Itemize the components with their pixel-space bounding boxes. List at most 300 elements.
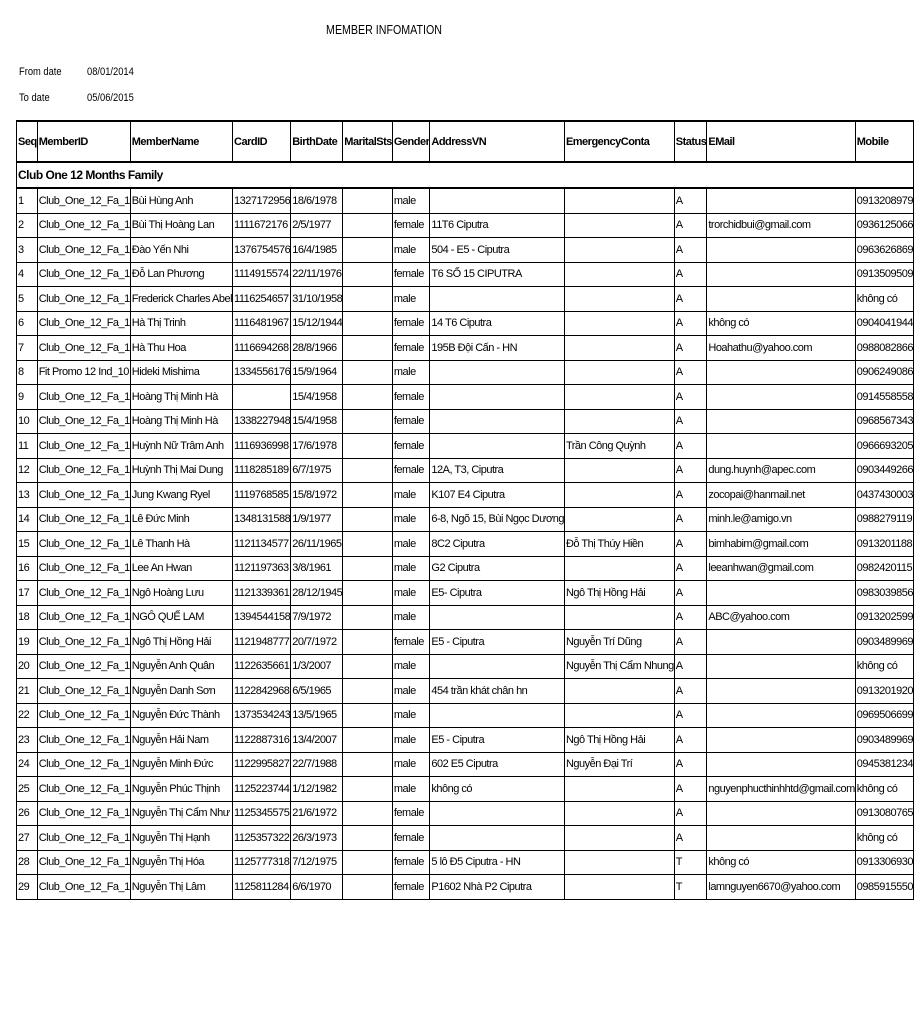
cell-member-name: Nguyễn Thị Hóa [130, 850, 232, 875]
cell-gender: male [392, 752, 430, 777]
cell-seq: 12 [17, 458, 38, 483]
cell-status: A [674, 238, 707, 263]
cell-marital-status [343, 434, 393, 459]
cell-gender: female [392, 385, 430, 410]
cell-member-name: Hà Thu Hoa [130, 336, 232, 361]
cell-member-name: NGÔ QUẾ LAM [130, 605, 232, 630]
cell-email: zocopai@hanmail.net [707, 483, 855, 508]
cell-gender: male [392, 188, 430, 213]
cell-marital-status [343, 311, 393, 336]
cell-mobile: 0982420115 [855, 556, 913, 581]
cell-gender: female [392, 630, 430, 655]
cell-card-id: 1376754576 [233, 238, 291, 263]
cell-address: E5 - Ciputra [430, 728, 565, 753]
table-row [17, 483, 914, 508]
cell-mobile: 0903489969 [855, 728, 913, 753]
cell-seq: 16 [17, 556, 38, 581]
cell-card-id: 1119768585 [233, 483, 291, 508]
cell-email [707, 826, 855, 851]
column-header-member-id: MemberID [37, 121, 130, 162]
cell-marital-status [343, 679, 393, 704]
cell-address [430, 434, 565, 459]
cell-gender: female [392, 213, 430, 238]
cell-mobile: không có [855, 654, 913, 679]
cell-birth-date: 6/5/1965 [291, 679, 343, 704]
cell-seq: 2 [17, 213, 38, 238]
cell-marital-status [343, 385, 393, 410]
cell-gender: female [392, 434, 430, 459]
cell-emergency-contact [564, 875, 674, 900]
cell-mobile: 0936125066 [855, 213, 913, 238]
cell-email: bimhabim@gmail.com [707, 532, 855, 557]
cell-seq: 27 [17, 826, 38, 851]
cell-emergency-contact [564, 262, 674, 287]
cell-marital-status [343, 826, 393, 851]
cell-marital-status [343, 630, 393, 655]
cell-mobile: 0985915550 [855, 875, 913, 900]
cell-member-id: Club_One_12_Fa_1 [37, 875, 130, 900]
cell-card-id: 1125223744 [233, 777, 291, 802]
table-row [17, 336, 914, 361]
table-row [17, 532, 914, 557]
cell-gender: male [392, 703, 430, 728]
cell-status: A [674, 360, 707, 385]
cell-seq: 25 [17, 777, 38, 802]
cell-seq: 22 [17, 703, 38, 728]
cell-emergency-contact [564, 777, 674, 802]
cell-gender: female [392, 826, 430, 851]
cell-mobile: 0903449266 [855, 458, 913, 483]
cell-seq: 28 [17, 850, 38, 875]
table-row [17, 213, 914, 238]
column-header-emergency-contact: EmergencyConta [564, 121, 674, 162]
table-row [17, 507, 914, 532]
table-row [17, 850, 914, 875]
cell-marital-status [343, 654, 393, 679]
table-row [17, 287, 914, 312]
cell-emergency-contact [564, 385, 674, 410]
cell-address [430, 409, 565, 434]
cell-gender: female [392, 458, 430, 483]
cell-seq: 10 [17, 409, 38, 434]
cell-card-id: 1116254657 [233, 287, 291, 312]
cell-address: E5- Ciputra [430, 581, 565, 606]
cell-member-name: Bùi Thị Hoàng Lan [130, 213, 232, 238]
cell-marital-status [343, 213, 393, 238]
cell-mobile: 0945381234 [855, 752, 913, 777]
cell-card-id: 1122995827 [233, 752, 291, 777]
cell-emergency-contact: Trần Công Quỳnh [564, 434, 674, 459]
cell-address: 602 E5 Ciputra [430, 752, 565, 777]
cell-gender: male [392, 532, 430, 557]
group-header-row [17, 162, 914, 188]
cell-status: A [674, 409, 707, 434]
cell-mobile: không có [855, 777, 913, 802]
cell-seq: 18 [17, 605, 38, 630]
cell-status: A [674, 385, 707, 410]
cell-member-id: Club_One_12_Fa_1 [37, 434, 130, 459]
cell-gender: female [392, 311, 430, 336]
cell-address: 504 - E5 - Ciputra [430, 238, 565, 263]
cell-email: không có [707, 311, 855, 336]
cell-seq: 7 [17, 336, 38, 361]
cell-mobile: không có [855, 287, 913, 312]
cell-marital-status [343, 409, 393, 434]
cell-member-id: Club_One_12_Fa_1 [37, 311, 130, 336]
cell-member-name: Lee An Hwan [130, 556, 232, 581]
cell-card-id: 1122842968 [233, 679, 291, 704]
cell-emergency-contact: Ngô Thị Hồng Hải [564, 581, 674, 606]
cell-marital-status [343, 777, 393, 802]
cell-mobile: 0913509509 [855, 262, 913, 287]
cell-seq: 21 [17, 679, 38, 704]
cell-address [430, 826, 565, 851]
cell-seq: 5 [17, 287, 38, 312]
cell-mobile: 0988279119 [855, 507, 913, 532]
cell-member-name: Nguyễn Minh Đức [130, 752, 232, 777]
cell-birth-date: 18/6/1978 [291, 188, 343, 213]
table-row [17, 360, 914, 385]
cell-email [707, 752, 855, 777]
cell-card-id: 1111672176 [233, 213, 291, 238]
cell-member-name: Hideki Mishima [130, 360, 232, 385]
column-header-member-name: MemberName [130, 121, 232, 162]
from-date-label: From date [19, 66, 62, 78]
cell-seq: 4 [17, 262, 38, 287]
cell-mobile: 0913208979 [855, 188, 913, 213]
cell-email [707, 728, 855, 753]
table-row [17, 654, 914, 679]
cell-marital-status [343, 336, 393, 361]
cell-marital-status [343, 360, 393, 385]
cell-member-id: Club_One_12_Fa_1 [37, 483, 130, 508]
cell-seq: 1 [17, 188, 38, 213]
cell-member-id: Club_One_12_Fa_1 [37, 630, 130, 655]
cell-gender: female [392, 875, 430, 900]
column-header-mobile: Mobile [855, 121, 913, 162]
cell-birth-date: 28/12/1945 [291, 581, 343, 606]
cell-marital-status [343, 532, 393, 557]
table-row [17, 826, 914, 851]
cell-marital-status [343, 262, 393, 287]
cell-status: A [674, 507, 707, 532]
table-body [17, 162, 914, 899]
cell-status: T [674, 875, 707, 900]
cell-member-name: Nguyễn Thị Cẩm Như [130, 801, 232, 826]
cell-mobile: 0903489969 [855, 630, 913, 655]
cell-member-name: Ngô Thị Hồng Hải [130, 630, 232, 655]
cell-address [430, 605, 565, 630]
cell-email: nguyenphucthinhhtd@gmail.com [707, 777, 855, 802]
cell-status: A [674, 605, 707, 630]
cell-card-id: 1125357322 [233, 826, 291, 851]
cell-status: A [674, 262, 707, 287]
cell-member-id: Club_One_12_Fa_1 [37, 262, 130, 287]
cell-card-id: 1327172956 [233, 188, 291, 213]
cell-address: không có [430, 777, 565, 802]
cell-emergency-contact [564, 213, 674, 238]
cell-status: A [674, 654, 707, 679]
cell-member-name: Nguyễn Thị Lâm [130, 875, 232, 900]
cell-seq: 26 [17, 801, 38, 826]
column-header-email: EMail [707, 121, 855, 162]
table-row [17, 556, 914, 581]
cell-marital-status [343, 507, 393, 532]
column-header-marital-status: MaritalSts [343, 121, 393, 162]
cell-mobile: 0906249086 [855, 360, 913, 385]
cell-birth-date: 28/8/1966 [291, 336, 343, 361]
cell-card-id: 1373534243 [233, 703, 291, 728]
cell-marital-status [343, 728, 393, 753]
cell-email: dung.huynh@apec.com [707, 458, 855, 483]
cell-member-name: Đào Yến Nhi [130, 238, 232, 263]
cell-member-id: Club_One_12_Fa_1 [37, 213, 130, 238]
cell-emergency-contact: Đỗ Thị Thúy Hiền [564, 532, 674, 557]
cell-marital-status [343, 605, 393, 630]
cell-email [707, 630, 855, 655]
cell-marital-status [343, 581, 393, 606]
cell-birth-date: 1/3/2007 [291, 654, 343, 679]
cell-card-id: 1121339361 [233, 581, 291, 606]
cell-email [707, 262, 855, 287]
cell-marital-status [343, 752, 393, 777]
cell-gender: female [392, 801, 430, 826]
cell-seq: 8 [17, 360, 38, 385]
cell-status: A [674, 556, 707, 581]
cell-marital-status [343, 458, 393, 483]
cell-mobile: 0983039856 [855, 581, 913, 606]
cell-member-id: Club_One_12_Fa_1 [37, 703, 130, 728]
table-row [17, 679, 914, 704]
cell-member-id: Club_One_12_Fa_1 [37, 850, 130, 875]
cell-emergency-contact [564, 483, 674, 508]
cell-member-name: Frederick Charles Abel [130, 287, 232, 312]
table-row [17, 434, 914, 459]
cell-emergency-contact [564, 679, 674, 704]
cell-emergency-contact [564, 801, 674, 826]
cell-address: 454 trần khát chân hn [430, 679, 565, 704]
cell-address: 8C2 Ciputra [430, 532, 565, 557]
cell-seq: 17 [17, 581, 38, 606]
to-date-value: 05/06/2015 [87, 92, 134, 104]
cell-member-id: Club_One_12_Fa_1 [37, 188, 130, 213]
cell-emergency-contact: Ngô Thị Hồng Hải [564, 728, 674, 753]
cell-mobile: 0914558558 [855, 385, 913, 410]
cell-email [707, 581, 855, 606]
table-row [17, 311, 914, 336]
cell-address [430, 385, 565, 410]
cell-status: A [674, 728, 707, 753]
cell-address: 11T6 Ciputra [430, 213, 565, 238]
cell-member-id: Club_One_12_Fa_1 [37, 507, 130, 532]
cell-birth-date: 7/12/1975 [291, 850, 343, 875]
cell-birth-date: 2/5/1977 [291, 213, 343, 238]
cell-birth-date: 21/6/1972 [291, 801, 343, 826]
cell-email [707, 434, 855, 459]
cell-member-name: Huỳnh Nữ Trâm Anh [130, 434, 232, 459]
cell-address: 14 T6 Ciputra [430, 311, 565, 336]
table-row [17, 385, 914, 410]
cell-birth-date: 16/4/1985 [291, 238, 343, 263]
cell-status: A [674, 311, 707, 336]
cell-member-id: Club_One_12_Fa_1 [37, 238, 130, 263]
cell-member-name: Nguyễn Phúc Thịnh [130, 777, 232, 802]
cell-member-id: Club_One_12_Fa_1 [37, 605, 130, 630]
cell-card-id [233, 385, 291, 410]
cell-mobile: 0913201920 [855, 679, 913, 704]
cell-member-name: Jung Kwang Ryel [130, 483, 232, 508]
cell-email [707, 679, 855, 704]
table-row [17, 777, 914, 802]
cell-member-id: Club_One_12_Fa_1 [37, 336, 130, 361]
cell-card-id: 1116694268 [233, 336, 291, 361]
cell-emergency-contact [564, 336, 674, 361]
cell-birth-date: 31/10/1958 [291, 287, 343, 312]
cell-seq: 13 [17, 483, 38, 508]
cell-member-name: Ngô Hoàng Lưu [130, 581, 232, 606]
cell-address: 6-8, Ngõ 15, Bùi Ngọc Dương [430, 507, 565, 532]
column-header-address: AddressVN [430, 121, 565, 162]
cell-member-id: Club_One_12_Fa_1 [37, 752, 130, 777]
cell-status: A [674, 581, 707, 606]
cell-mobile: không có [855, 826, 913, 851]
cell-address: 195B Đội Cấn - HN [430, 336, 565, 361]
cell-card-id: 1122635661 [233, 654, 291, 679]
cell-birth-date: 6/6/1970 [291, 875, 343, 900]
cell-gender: male [392, 581, 430, 606]
from-date-value: 08/01/2014 [87, 66, 134, 78]
cell-birth-date: 22/7/1988 [291, 752, 343, 777]
cell-birth-date: 15/12/1944 [291, 311, 343, 336]
cell-gender: female [392, 409, 430, 434]
cell-marital-status [343, 238, 393, 263]
cell-status: A [674, 752, 707, 777]
table-row [17, 188, 914, 213]
cell-email: lamnguyen6670@yahoo.com [707, 875, 855, 900]
cell-gender: male [392, 654, 430, 679]
cell-email: Hoahathu@yahoo.com [707, 336, 855, 361]
table-header-row [17, 121, 914, 162]
cell-member-id: Club_One_12_Fa_1 [37, 581, 130, 606]
cell-marital-status [343, 801, 393, 826]
cell-email [707, 360, 855, 385]
cell-emergency-contact [564, 409, 674, 434]
cell-member-name: Bùi Hùng Anh [130, 188, 232, 213]
cell-mobile: 0966693205 [855, 434, 913, 459]
column-header-gender: Gender [392, 121, 430, 162]
cell-member-id: Club_One_12_Fa_1 [37, 679, 130, 704]
cell-card-id: 1121134577 [233, 532, 291, 557]
cell-member-id: Club_One_12_Fa_1 [37, 532, 130, 557]
cell-email [707, 188, 855, 213]
column-header-status: Status [674, 121, 707, 162]
cell-card-id: 1121197363 [233, 556, 291, 581]
cell-seq: 14 [17, 507, 38, 532]
cell-marital-status [343, 850, 393, 875]
cell-gender: female [392, 262, 430, 287]
cell-status: A [674, 336, 707, 361]
cell-card-id: 1334556176 [233, 360, 291, 385]
cell-address: P1602 Nhà P2 Ciputra [430, 875, 565, 900]
cell-status: A [674, 679, 707, 704]
cell-member-id: Club_One_12_Fa_1 [37, 556, 130, 581]
table-row [17, 728, 914, 753]
cell-address [430, 360, 565, 385]
cell-marital-status [343, 483, 393, 508]
cell-card-id: 1121948777 [233, 630, 291, 655]
cell-status: T [674, 850, 707, 875]
cell-email: minh.le@amigo.vn [707, 507, 855, 532]
cell-member-name: Huỳnh Thị Mai Dung [130, 458, 232, 483]
cell-email [707, 238, 855, 263]
cell-address [430, 287, 565, 312]
cell-address: 5 lô Đ5 Ciputra - HN [430, 850, 565, 875]
cell-email: không có [707, 850, 855, 875]
column-header-card-id: CardID [233, 121, 291, 162]
cell-emergency-contact [564, 360, 674, 385]
cell-emergency-contact [564, 311, 674, 336]
cell-birth-date: 15/8/1972 [291, 483, 343, 508]
cell-mobile: 0963626869 [855, 238, 913, 263]
cell-member-id: Club_One_12_Fa_1 [37, 287, 130, 312]
cell-seq: 6 [17, 311, 38, 336]
cell-member-name: Nguyễn Hải Nam [130, 728, 232, 753]
cell-marital-status [343, 556, 393, 581]
cell-member-name: Nguyễn Đức Thành [130, 703, 232, 728]
cell-address [430, 654, 565, 679]
cell-birth-date: 6/7/1975 [291, 458, 343, 483]
cell-emergency-contact: Nguyễn Đại Trí [564, 752, 674, 777]
cell-address: 12A, T3, Ciputra [430, 458, 565, 483]
cell-status: A [674, 434, 707, 459]
cell-emergency-contact [564, 238, 674, 263]
table-row [17, 630, 914, 655]
cell-mobile: 0913201188 [855, 532, 913, 557]
cell-gender: male [392, 679, 430, 704]
cell-birth-date: 1/9/1977 [291, 507, 343, 532]
cell-birth-date: 1/12/1982 [291, 777, 343, 802]
cell-member-name: Hoàng Thị Minh Hà [130, 409, 232, 434]
cell-birth-date: 15/9/1964 [291, 360, 343, 385]
group-title: Club One 12 Months Family [17, 162, 914, 188]
cell-member-id: Club_One_12_Fa_1 [37, 385, 130, 410]
cell-birth-date: 22/11/1976 [291, 262, 343, 287]
cell-member-name: Nguyễn Thị Hạnh [130, 826, 232, 851]
cell-birth-date: 3/8/1961 [291, 556, 343, 581]
cell-status: A [674, 630, 707, 655]
cell-emergency-contact [564, 188, 674, 213]
cell-mobile: 0913306930 [855, 850, 913, 875]
column-header-seq: Seq [17, 121, 38, 162]
cell-member-name: Nguyễn Anh Quân [130, 654, 232, 679]
cell-status: A [674, 532, 707, 557]
cell-member-name: Hà Thị Trinh [130, 311, 232, 336]
table-row [17, 605, 914, 630]
cell-emergency-contact [564, 287, 674, 312]
cell-emergency-contact: Nguyễn Trí Dũng [564, 630, 674, 655]
cell-marital-status [343, 287, 393, 312]
cell-birth-date: 7/9/1972 [291, 605, 343, 630]
cell-gender: male [392, 777, 430, 802]
cell-mobile: 0913202599 [855, 605, 913, 630]
cell-card-id: 1122887316 [233, 728, 291, 753]
cell-email [707, 654, 855, 679]
cell-birth-date: 13/5/1965 [291, 703, 343, 728]
cell-member-name: Lê Thanh Hà [130, 532, 232, 557]
cell-emergency-contact [564, 605, 674, 630]
cell-card-id: 1116936998 [233, 434, 291, 459]
page-title: MEMBER INFOMATION [326, 22, 442, 37]
